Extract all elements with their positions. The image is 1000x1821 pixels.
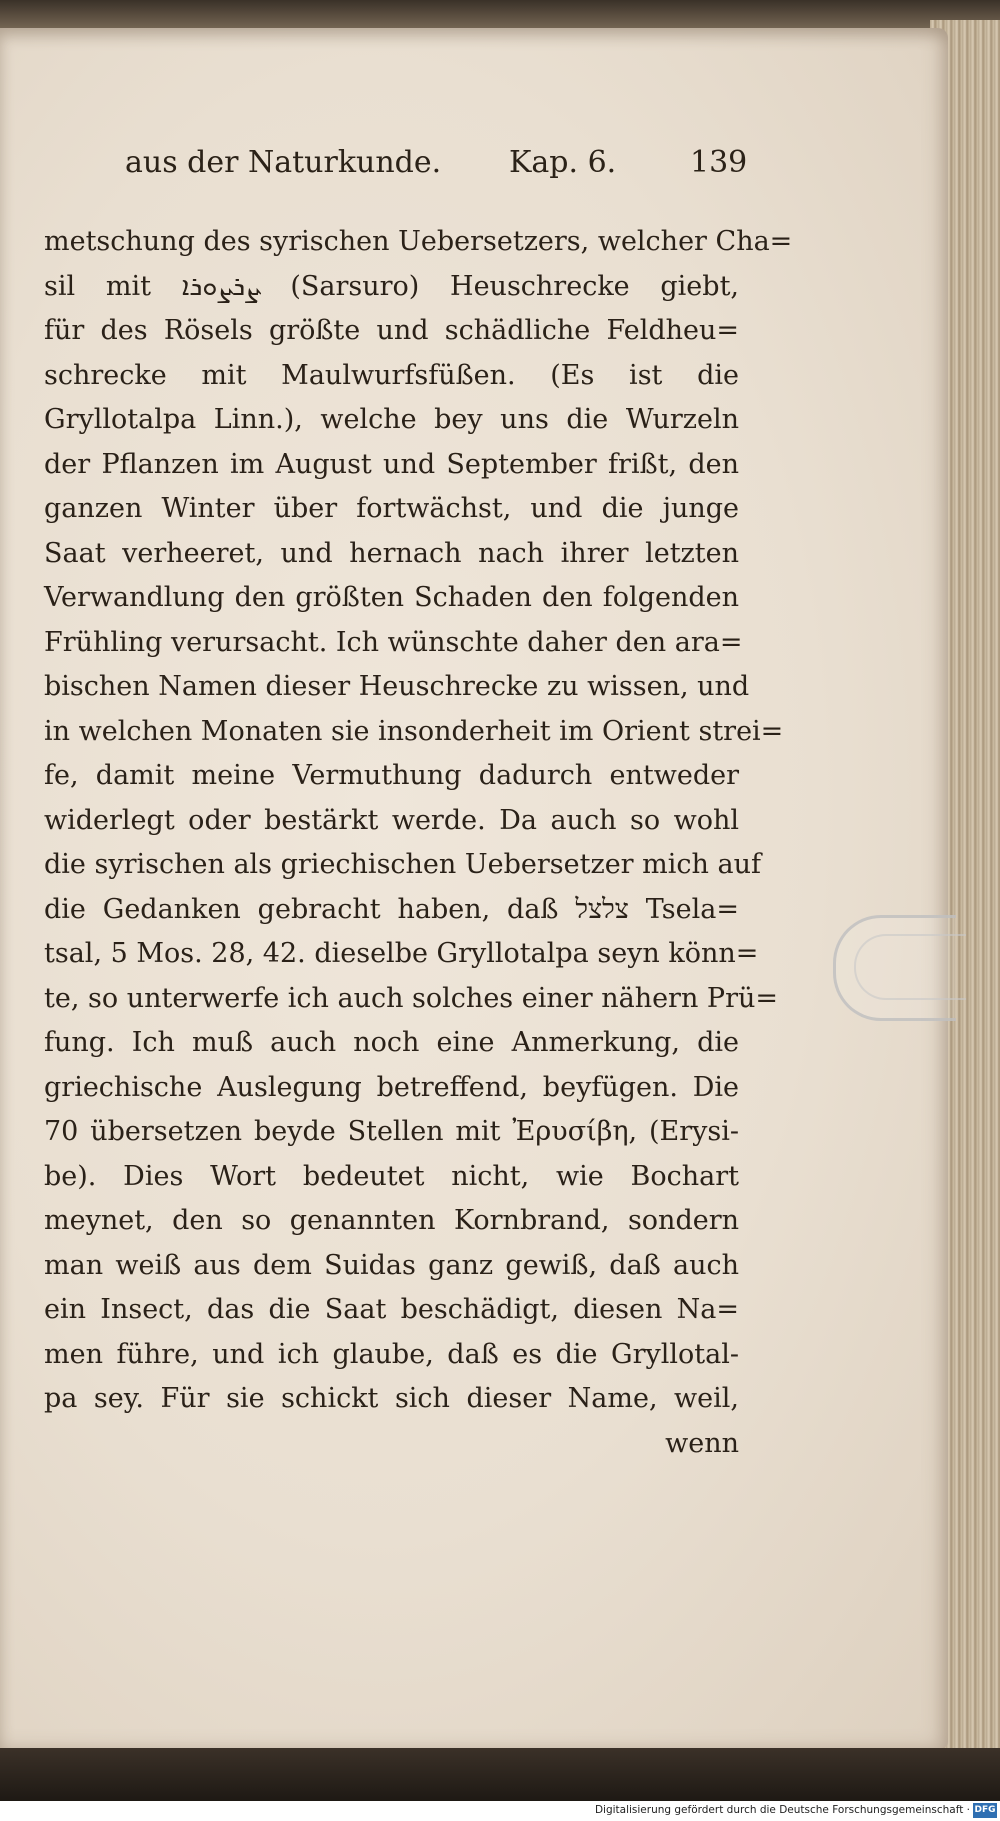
text-line: widerlegt oder bestärkt werde. Da auch so wohl: [44, 804, 739, 836]
page-clip: [833, 915, 956, 1021]
text-line: fe, damit meine Vermuthung dadurch entweder: [44, 760, 739, 791]
body-text: [44, 220, 793, 1466]
text-line: man weiß aus dem Suidas ganz gewiß, daß auch: [44, 1249, 739, 1281]
text-line: in welchen Monaten sie insonderheit im Orient strei=: [44, 715, 784, 747]
page-clip-inner: [854, 934, 966, 1000]
text-line: Verwandlung den größten Schaden den folgenden: [44, 582, 739, 613]
text-line: der Pflanzen im August und September frißt, den: [44, 448, 739, 480]
text-line: metschung des syrischen Uebersetzers, welcher Cha=: [44, 226, 793, 257]
text-line: sil mit ܨܪܨܘܪܐ (Sarsuro) Heuschrecke giebt,: [44, 270, 739, 302]
text-line: be). Dies Wort bedeutet nicht, wie Bochart: [44, 1160, 739, 1192]
text-line: pa sey. Für sie schickt sich dieser Name, weil,: [44, 1383, 739, 1414]
text-line: Saat verheeret, und hernach nach ihrer letzten: [44, 537, 739, 569]
text-line: die syrischen als griechischen Uebersetzer mich auf: [44, 849, 761, 880]
dfg-logo: DFG: [973, 1803, 997, 1818]
text-line: die Gedanken gebracht haben, daß צלצל Tsela=: [44, 893, 739, 925]
footer-credit: Digitalisierung gefördert durch die Deutsche Forschungsgemeinschaft ·: [594, 1804, 970, 1816]
text-line: meynet, den so genannten Kornbrand, sondern: [44, 1205, 739, 1236]
footer-strip: [0, 1801, 1000, 1821]
text-line: ein Insect, das die Saat beschädigt, diesen Na=: [44, 1294, 739, 1325]
book-bottom-edge: [0, 1748, 1000, 1801]
text-line: ganzen Winter über fortwächst, und die junge: [44, 493, 739, 524]
text-line: griechische Auslegung betreffend, beyfügen. Die: [44, 1071, 739, 1103]
text-line: men führe, und ich glaube, daß es die Gryllotal-: [44, 1338, 739, 1370]
text-line: te, so unterwerfe ich auch solches einer nähern Prü=: [44, 982, 779, 1014]
text-line: für des Rösels größte und schädliche Feldheu=: [44, 315, 739, 346]
text-line: bischen Namen dieser Heuschrecke zu wissen, und: [44, 671, 750, 702]
text-line: Gryllotalpa Linn.), welche bey uns die Wurzeln: [44, 404, 739, 435]
text-line: fung. Ich muß auch noch eine Anmerkung, die: [44, 1027, 739, 1058]
page-number: 139: [690, 145, 748, 180]
text-line: schrecke mit Maulwurfsfüßen. (Es ist die: [44, 359, 739, 391]
running-title: aus der Naturkunde.: [125, 145, 442, 180]
chapter-label: Kap. 6.: [509, 145, 617, 180]
page-header: [125, 145, 748, 195]
catchword: wenn: [665, 1427, 739, 1459]
text-line: 70 übersetzen beyde Stellen mit Ἐρυσίβη, (Erysi-: [44, 1116, 739, 1147]
text-line: tsal, 5 Mos. 28, 42. dieselbe Gryllotalpa seyn könn=: [44, 938, 759, 969]
text-line: Frühling verursacht. Ich wünschte daher den ara=: [44, 626, 743, 658]
